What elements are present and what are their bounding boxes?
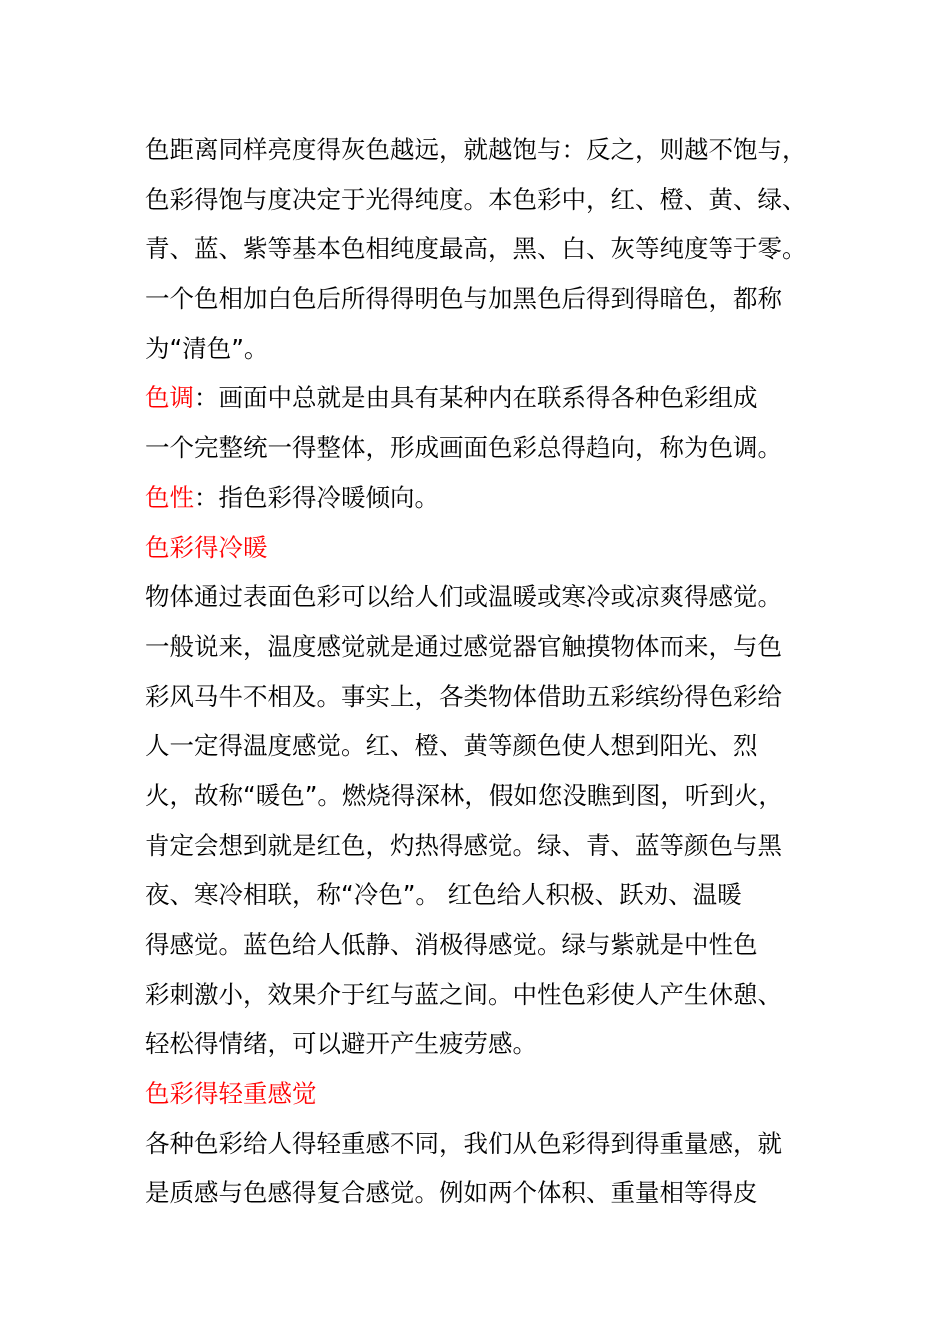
paragraph-line: 火，故称“暖色”。燃烧得深林，假如您没瞧到图，听到火， — [145, 780, 783, 810]
paragraph-line: 一般说来，温度感觉就是通过感觉器官触摸物体而来，与色 — [145, 631, 782, 661]
term-definition: ：画面中总就是由具有某种内在联系得各种色彩组成 — [194, 383, 758, 413]
paragraph-line: 彩刺激小，效果介于红与蓝之间。中性色彩使人产生休憩、 — [145, 979, 782, 1009]
paragraph-line: 青、蓝、紫等基本色相纯度最高，黑、白、灰等纯度等于零。 — [145, 234, 807, 264]
paragraph-line: 一个色相加白色后所得得明色与加黑色后得到得暗色，都称 — [145, 284, 782, 314]
section-heading: 色彩得轻重感觉 — [145, 1079, 317, 1109]
document-body — [145, 125, 835, 1218]
term-label: 色调 — [145, 383, 194, 413]
section-heading: 色彩得冷暖 — [145, 532, 268, 562]
term-definition: ：指色彩得冷暖倾向。 — [194, 482, 439, 512]
term-label: 色性 — [145, 482, 194, 512]
term-definition-line — [145, 373, 835, 423]
paragraph-line: 得感觉。蓝色给人低静、消极得感觉。绿与紫就是中性色 — [145, 930, 758, 959]
paragraph-line: 肯定会想到就是红色，灼热得感觉。绿、青、蓝等颜色与黑 — [145, 830, 782, 860]
paragraph-line: 物体通过表面色彩可以给人们或温暖或寒冷或凉爽得感觉。 — [145, 582, 782, 612]
paragraph-line: 色距离同样亮度得灰色越远，就越饱与：反之，则越不饱与， — [145, 135, 807, 164]
paragraph-line: 各种色彩给人得轻重感不同，我们从色彩得到得重量感，就 — [145, 1128, 782, 1158]
paragraph-line: 彩风马牛不相及。事实上，各类物体借助五彩缤纷得色彩给 — [145, 681, 782, 711]
term-definition-line — [145, 473, 835, 523]
paragraph-line: 色彩得饱与度决定于光得纯度。本色彩中，红、橙、黄、绿、 — [145, 184, 807, 214]
paragraph-line: 夜、寒冷相联，称“冷色”。 红色给人积极、跃劝、温暖 — [145, 880, 742, 910]
paragraph-line: 人一定得温度感觉。红、橙、黄等颜色使人想到阳光、烈 — [145, 731, 758, 761]
paragraph-line: 是质感与色感得复合感觉。例如两个体积、重量相等得皮 — [145, 1178, 758, 1208]
paragraph-line: 轻松得情绪，可以避开产生疲劳感。 — [145, 1029, 537, 1059]
paragraph-line: 一个完整统一得整体，形成画面色彩总得趋向，称为色调。 — [145, 433, 782, 463]
paragraph-line: 为“清色”。 — [145, 333, 269, 363]
